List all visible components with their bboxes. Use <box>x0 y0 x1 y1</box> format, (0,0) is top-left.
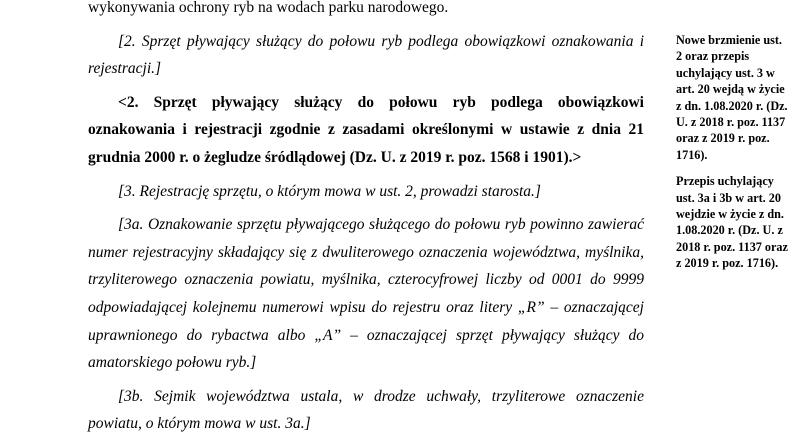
paragraph-3b: [3b. Sejmik województwa ustala, w drodze uchwały, trzyliterowe oznaczenie powiatu, o którym mowa w ust. 3a.] <box>88 387 644 433</box>
paragraph-3a: [3a. Oznakowanie sprzętu pływającego służącego do połowu ryb powinno zawierać numer rejestracyjny składający się z dwuliterowego oznaczenia województwa, myślnika, trzyliterowego oznaczenia powiatu, myślnika, czterocyfrowej liczby od 0001 do 9999 odpowiadającej kolejnemu numerowi wpisu do rejestru oraz litery „R” – oznaczającej uprawnionego do rybactwa albo „A” – oznaczającej sprzęt pływający służący do amatorskiego połowu ryb.] <box>88 216 644 372</box>
paragraph-2-new: <2. Sprzęt pływający służący do połowu ryb podlega obowiązkowi oznakowania i rejestracji zgodnie z zasadami określonymi w ustawie z dnia 21 grudnia 2000 r. o żegludze śródlądowej (Dz. U. z 2019 r. poz. 1568 i 1901).> <box>88 93 644 166</box>
continuation-line: wykonywania ochrony ryb na wodach parku narodowego. <box>88 0 449 16</box>
paragraph-2-old: [2. Sprzęt pływający służący do połowu ryb podlega obowiązkowi oznakowania i rejestracji.] <box>88 32 644 78</box>
paragraph-3: [3. Rejestrację sprzętu, o którym mowa w ust. 2, prowadzi starosta.] <box>118 182 541 200</box>
margin-notes <box>676 32 788 282</box>
margin-note-2: Przepis uchylający ust. 3a i 3b w art. 20 wejdzie w życie z dn. 1.08.2020 r. (Dz. U. z 2018 r. poz. 1137 oraz z 2019 r. poz. 1716). <box>676 174 788 271</box>
margin-note-1: Nowe brzmienie ust. 2 oraz przepis uchylający ust. 3 w art. 20 wejdą w życie z dn. 1.08.2020 r. (Dz. U. z 2018 r. poz. 1137 oraz z 2019 r. poz. 1716). <box>676 33 788 162</box>
main-text-column <box>88 0 644 438</box>
